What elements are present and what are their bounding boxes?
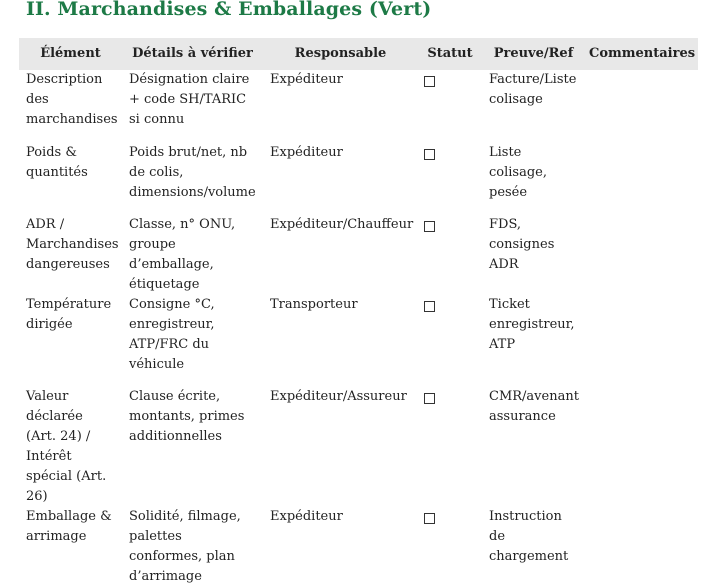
cell-statut (418, 215, 482, 295)
table-row (19, 295, 698, 387)
status-checkbox[interactable] (424, 149, 435, 160)
cell-preuve: Facture/Liste colisage (489, 72, 577, 107)
table-header-row (19, 38, 698, 70)
cell-details: Classe, n° ONU, groupe d’emballage, étiquetage (129, 217, 236, 292)
cell-commentaires[interactable] (585, 507, 698, 587)
checklist-table (19, 38, 698, 587)
cell-preuve: FDS, consignes ADR (489, 217, 555, 272)
status-checkbox[interactable] (424, 393, 435, 404)
cell-details: Solidité, filmage, palettes conformes, plan d’arrimage (129, 509, 241, 584)
cell-responsable: Transporteur (270, 297, 358, 312)
cell-statut (418, 70, 482, 143)
cell-statut (418, 387, 482, 507)
column-header-details: Détails à vérifier (122, 38, 263, 70)
cell-statut (418, 295, 482, 387)
status-checkbox[interactable] (424, 221, 435, 232)
table-row (19, 143, 698, 215)
table-row (19, 387, 698, 507)
cell-commentaires[interactable] (585, 387, 698, 507)
cell-details: Consigne °C, enregistreur, ATP/FRC du véhicule (129, 297, 215, 372)
cell-responsable: Expéditeur/Assureur (270, 389, 407, 404)
table-row (19, 507, 698, 587)
status-checkbox[interactable] (424, 76, 435, 87)
cell-statut (418, 143, 482, 215)
table-row (19, 215, 698, 295)
status-checkbox[interactable] (424, 513, 435, 524)
section-title: II. Marchandises & Emballages (Vert) (26, 0, 432, 20)
cell-element: Emballage & arrimage (26, 509, 112, 544)
column-header-commentaires: Commentaires (585, 38, 698, 70)
column-header-element: Élément (19, 38, 122, 70)
cell-details: Clause écrite, montants, primes additionnelles (129, 389, 245, 444)
cell-responsable: Expéditeur (270, 145, 343, 160)
cell-commentaires[interactable] (585, 215, 698, 295)
cell-element: Description des marchandises (26, 72, 118, 127)
cell-commentaires[interactable] (585, 70, 698, 143)
status-checkbox[interactable] (424, 301, 435, 312)
cell-preuve: Ticket enregistreur, ATP (489, 297, 575, 352)
cell-preuve: Instruction de chargement (489, 509, 569, 564)
cell-commentaires[interactable] (585, 143, 698, 215)
cell-responsable: Expéditeur/Chauffeur (270, 217, 414, 232)
column-header-preuve: Preuve/Ref (482, 38, 585, 70)
cell-element: Poids & quantités (26, 145, 88, 180)
cell-element: ADR / Marchandises dangereuses (26, 217, 119, 272)
column-header-statut: Statut (418, 38, 482, 70)
cell-preuve: CMR/avenant assurance (489, 389, 579, 424)
cell-details: Désignation claire + code SH/TARIC si connu (129, 72, 250, 127)
cell-element: Température dirigée (26, 297, 112, 332)
cell-responsable: Expéditeur (270, 509, 343, 524)
column-header-responsable: Responsable (263, 38, 418, 70)
cell-commentaires[interactable] (585, 295, 698, 387)
cell-preuve: Liste colisage, pesée (489, 145, 547, 200)
table-row (19, 70, 698, 143)
cell-element: Valeur déclarée (Art. 24) / Intérêt spécial (Art. 26) (26, 389, 107, 504)
cell-statut (418, 507, 482, 587)
cell-responsable: Expéditeur (270, 72, 343, 87)
cell-details: Poids brut/net, nb de colis, dimensions/volume (129, 145, 256, 200)
